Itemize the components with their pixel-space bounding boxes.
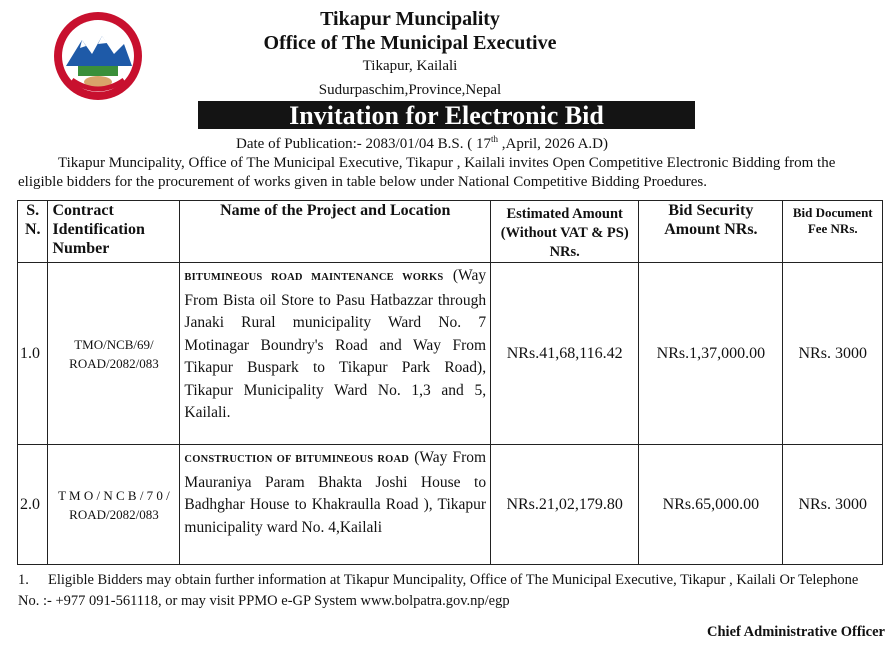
row-doc-fee: NRs. 3000 (783, 263, 883, 445)
note-number: 1. (18, 572, 29, 588)
row-contract-id: TMO/NCB/69/ ROAD/2082/083 (48, 263, 180, 445)
row-bid-security: NRs.65,000.00 (639, 445, 783, 565)
notes-section (18, 570, 878, 612)
municipality-name: Tikapur Muncipality (320, 8, 500, 30)
header-contract-id: Contract Identification Number (48, 201, 180, 263)
header-doc-fee: Bid Document Fee NRs. (783, 201, 883, 263)
row-contract-id: T M O / N C B / 7 0 / ROAD/2082/083 (48, 445, 180, 565)
province-line: Sudurpaschim,Province,Nepal (318, 82, 502, 98)
publication-date-prefix: Date of Publication:- 2083/01/04 B.S. ( 17 (236, 136, 491, 152)
project-location: (Way From Mauraniya Param Bhakta Joshi House to Badhghar House to Khakraulla Road ), Tikapur municipality ward No. 4,Kailali (184, 449, 487, 536)
header-sn: S. N. (18, 201, 48, 263)
row-sn: 2.0 (18, 445, 48, 565)
project-location: (Way From Bista oil Store to Pasu Hatbazzar through Janaki Rural municipality Ward No. 7 Motinagar Boundry's Road and Way From Tikapur Buspark to Tikapur Park Road), Tikapur Municipality Ward No. 1,3 and 5, Kailali. (184, 267, 487, 421)
row-estimated-amount: NRs.21,02,179.80 (491, 445, 639, 565)
publication-date (236, 134, 608, 153)
notice-title-banner: Invitation for Electronic Bid (198, 101, 695, 129)
row-project-name (180, 263, 491, 445)
project-title: CONSTRUCTION OF BITUMINEOUS ROAD (184, 454, 410, 465)
office-name: Office of The Municipal Executive (263, 32, 557, 54)
city-line: Tikapur, Kailali (362, 58, 458, 74)
signature-title: Chief Administrative Officer (707, 624, 885, 640)
header-bid-security: Bid Security Amount NRs. (639, 201, 783, 263)
table-row (18, 445, 883, 565)
header-project-name: Name of the Project and Location (180, 201, 491, 263)
header-estimated-amount: Estimated Amount (Without VAT & PS) NRs. (491, 201, 639, 263)
publication-date-sup: th (490, 134, 498, 144)
row-estimated-amount: NRs.41,68,116.42 (491, 263, 639, 445)
row-doc-fee: NRs. 3000 (783, 445, 883, 565)
table-row (18, 263, 883, 445)
row-bid-security: NRs.1,37,000.00 (639, 263, 783, 445)
intro-paragraph: Tikapur Muncipality, Office of The Municipal Executive, Tikapur , Kailali invites Open Competitive Electronic Bidding from the eligible bidders for the procurement of works given in table below under National Competitive Bidding Proedures. (18, 155, 836, 190)
bid-table (17, 200, 883, 565)
nepal-emblem-logo (52, 10, 144, 102)
row-sn: 1.0 (18, 263, 48, 445)
publication-date-suffix: ,April, 2026 A.D) (498, 136, 608, 152)
note-text: Eligible Bidders may obtain further information at Tikapur Muncipality, Office of The Municipal Executive, Tikapur , Kailali Or Telephone No. :- +977 091-561118, or may visit PPMO e-GP System www.bolpatra.gov.np/egp (18, 572, 859, 609)
row-project-name (180, 445, 491, 565)
project-title: BITUMINEOUS ROAD MAINTENANCE WORKS (184, 272, 444, 283)
